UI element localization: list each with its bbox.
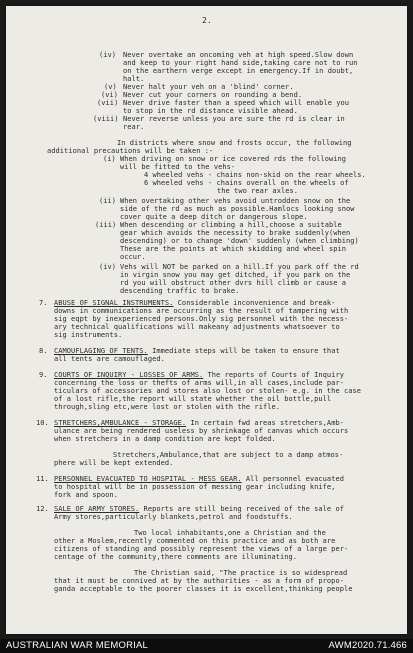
text-line: phere will be kept extended.: [54, 459, 174, 467]
text-line: citizens of standing and possibly represent the views of a large per-: [54, 545, 349, 553]
text-line: in virgin snow you may get ditched, if you park on the: [120, 271, 351, 279]
item-number: (viii): [93, 115, 119, 123]
paragraph-number: 8.: [39, 347, 48, 355]
text-line: ary technical qualifications will makeany adjustments whatsoever to: [54, 323, 340, 331]
text-line: cover quite a deep ditch or dangerous slope.: [120, 213, 308, 221]
text-line: descending) or to change 'down' suddenly (when climbing): [120, 237, 359, 245]
text-line: all tents are camouflaged.: [54, 355, 165, 363]
item-number: (vi): [101, 91, 119, 99]
text-line: that it must be connived at by the authorities - as a form of propo-: [54, 577, 344, 585]
text-line: Never reverse unless you are sure the rd is clear in: [123, 115, 345, 123]
text-line: rd you will obstruct other dvrs hill climb or cause a: [120, 279, 347, 287]
paragraph-heading: ABUSE OF SIGNAL INSTRUMENTS.: [54, 299, 174, 307]
text-line: In districts where snow and frosts occur, the following: [117, 139, 352, 147]
paragraph-heading: COURTS OF INQUIRY - LOSSES OF ARMS.: [54, 371, 204, 379]
text-line: and keep to your right hand side,taking care not to run: [123, 59, 358, 67]
text-line: Immediate steps will be taken to ensure that: [147, 347, 340, 355]
text-line: Never halt your veh on a 'blind' corner.: [123, 83, 294, 91]
text-line: sig eqpt by inexperienced persons.Only sig personnel with the necess-: [54, 315, 349, 323]
text-line: will be fitted to the vehs-: [120, 163, 236, 171]
text-line: Two local inhabitants,one a Christian and the: [134, 529, 326, 537]
item-number: (ii): [99, 197, 117, 205]
text-line: to hospital will be in possession of messing gear including knife,: [54, 483, 336, 491]
text-line: ticulars of accessories and stores also lost or stolen- e.g. in the case: [54, 387, 362, 395]
text-line: occur.: [120, 253, 146, 261]
text-line: on the earthern verge except in emergency.If in doubt,: [123, 67, 354, 75]
text-line: rear.: [123, 123, 145, 131]
text-line: Reports are still being received of the sale of: [139, 505, 344, 513]
paragraph-number: 7.: [39, 299, 48, 307]
text-line: other a Moslem,recently commented on this practice and as both are: [54, 537, 336, 545]
text-line: Never overtake an oncoming veh at high speed.Slow down: [123, 51, 354, 59]
item-number: (iii): [95, 221, 117, 229]
text-line: gear which avoids the necessity to brake suddenly(when: [120, 229, 351, 237]
footer-accession-number: AWM2020.71.466: [328, 640, 407, 651]
text-line: 4 wheeled vehs - chains non-skid on the rear wheels.: [144, 171, 366, 179]
text-line: of a lost rifle,the report will state whether the oil bottle,pull: [54, 395, 332, 403]
text-line: All personnel evacuated: [241, 475, 344, 483]
text-line: Stretchers,Ambulance,that are subject to a damp atmos-: [113, 451, 344, 459]
text-line: Never cut your corners on rounding a bend.: [123, 91, 303, 99]
paragraph-heading: CAMOUFLAGING OF TENTS.: [54, 347, 148, 355]
text-line: descending traffic to brake.: [120, 287, 240, 295]
paragraph-number: 9.: [39, 371, 48, 379]
item-number: (v): [104, 83, 117, 91]
text-line: centage of the community,there comments are illuminating.: [54, 553, 298, 561]
text-line: additional precautions will be taken :-: [47, 147, 214, 155]
text-line: When driving on snow or ice covered rds the following: [120, 155, 347, 163]
text-line: ganda acceptable to the poorer classes it is excellent,thinking people: [54, 585, 353, 593]
paragraph-number: 12.: [36, 505, 49, 513]
text-line: the two rear axles.: [217, 187, 299, 195]
text-line: Vehs will NOT be parked on a hill.If you park off the rd: [120, 263, 359, 271]
text-line: The reports of Courts of Inquiry: [203, 371, 344, 379]
text-line: through,sling etc,were lost or stolen with the rifle.: [54, 403, 281, 411]
paragraph-heading: SALE OF ARMY STORES.: [54, 505, 140, 513]
paragraph-heading: PERSONNEL EVACUATED TO HOSPITAL - MESS GEAR.: [54, 475, 242, 483]
item-number: (vii): [97, 99, 119, 107]
text-line: sig instruments.: [54, 331, 123, 339]
text-line: concerning the loss or thefts of arms will,in all cases,include par-: [54, 379, 344, 387]
paragraph-number: 11.: [36, 475, 49, 483]
text-line: ulance are being rendered useless by shrinkage of canvas which occurs: [54, 427, 349, 435]
text-line: In certain fwd areas stretchers,Amb-: [186, 419, 344, 427]
text-line: The Christian said, "The practice is so widespread: [134, 569, 348, 577]
text-line: when stretchers in a damp condition are kept folded.: [54, 435, 276, 443]
text-line: downs in communications are occurring as the result of tampering with: [54, 307, 349, 315]
footer-institution: AUSTRALIAN WAR MEMORIAL: [6, 640, 149, 651]
item-number: (i): [103, 155, 116, 163]
paragraph-number: 10.: [36, 419, 49, 427]
text-line: 6 wheeled vehs - chains overall on the wheels of: [144, 179, 349, 187]
item-number: (iv): [99, 51, 117, 59]
document-page: [6, 6, 407, 634]
text-line: side of the rd as much as possible.Hamlocs looking snow: [120, 205, 355, 213]
text-line: to stop in the rd distance visible ahead.: [123, 107, 298, 115]
paragraph-heading: STRETCHERS,AMBULANCE - STORAGE.: [54, 419, 187, 427]
text-line: fork and spoon.: [54, 491, 118, 499]
page-number: 2.: [202, 16, 212, 25]
text-line: halt.: [123, 75, 145, 83]
text-line: Army stores,particularly blankets,petrol and foodstuffs.: [54, 513, 293, 521]
text-line: When descending or climbing a hill,choose a suitable: [120, 221, 342, 229]
text-line: Never drive faster than a speed which will enable you: [123, 99, 350, 107]
footer-bar: [0, 639, 413, 653]
text-line: When overtaking other vehs avoid untrodden snow on the: [120, 197, 351, 205]
text-line: These are the points at which skidding and wheel spin: [120, 245, 347, 253]
text-line: Considerable inconvenience and break-: [173, 299, 336, 307]
item-number: (iv): [99, 263, 117, 271]
